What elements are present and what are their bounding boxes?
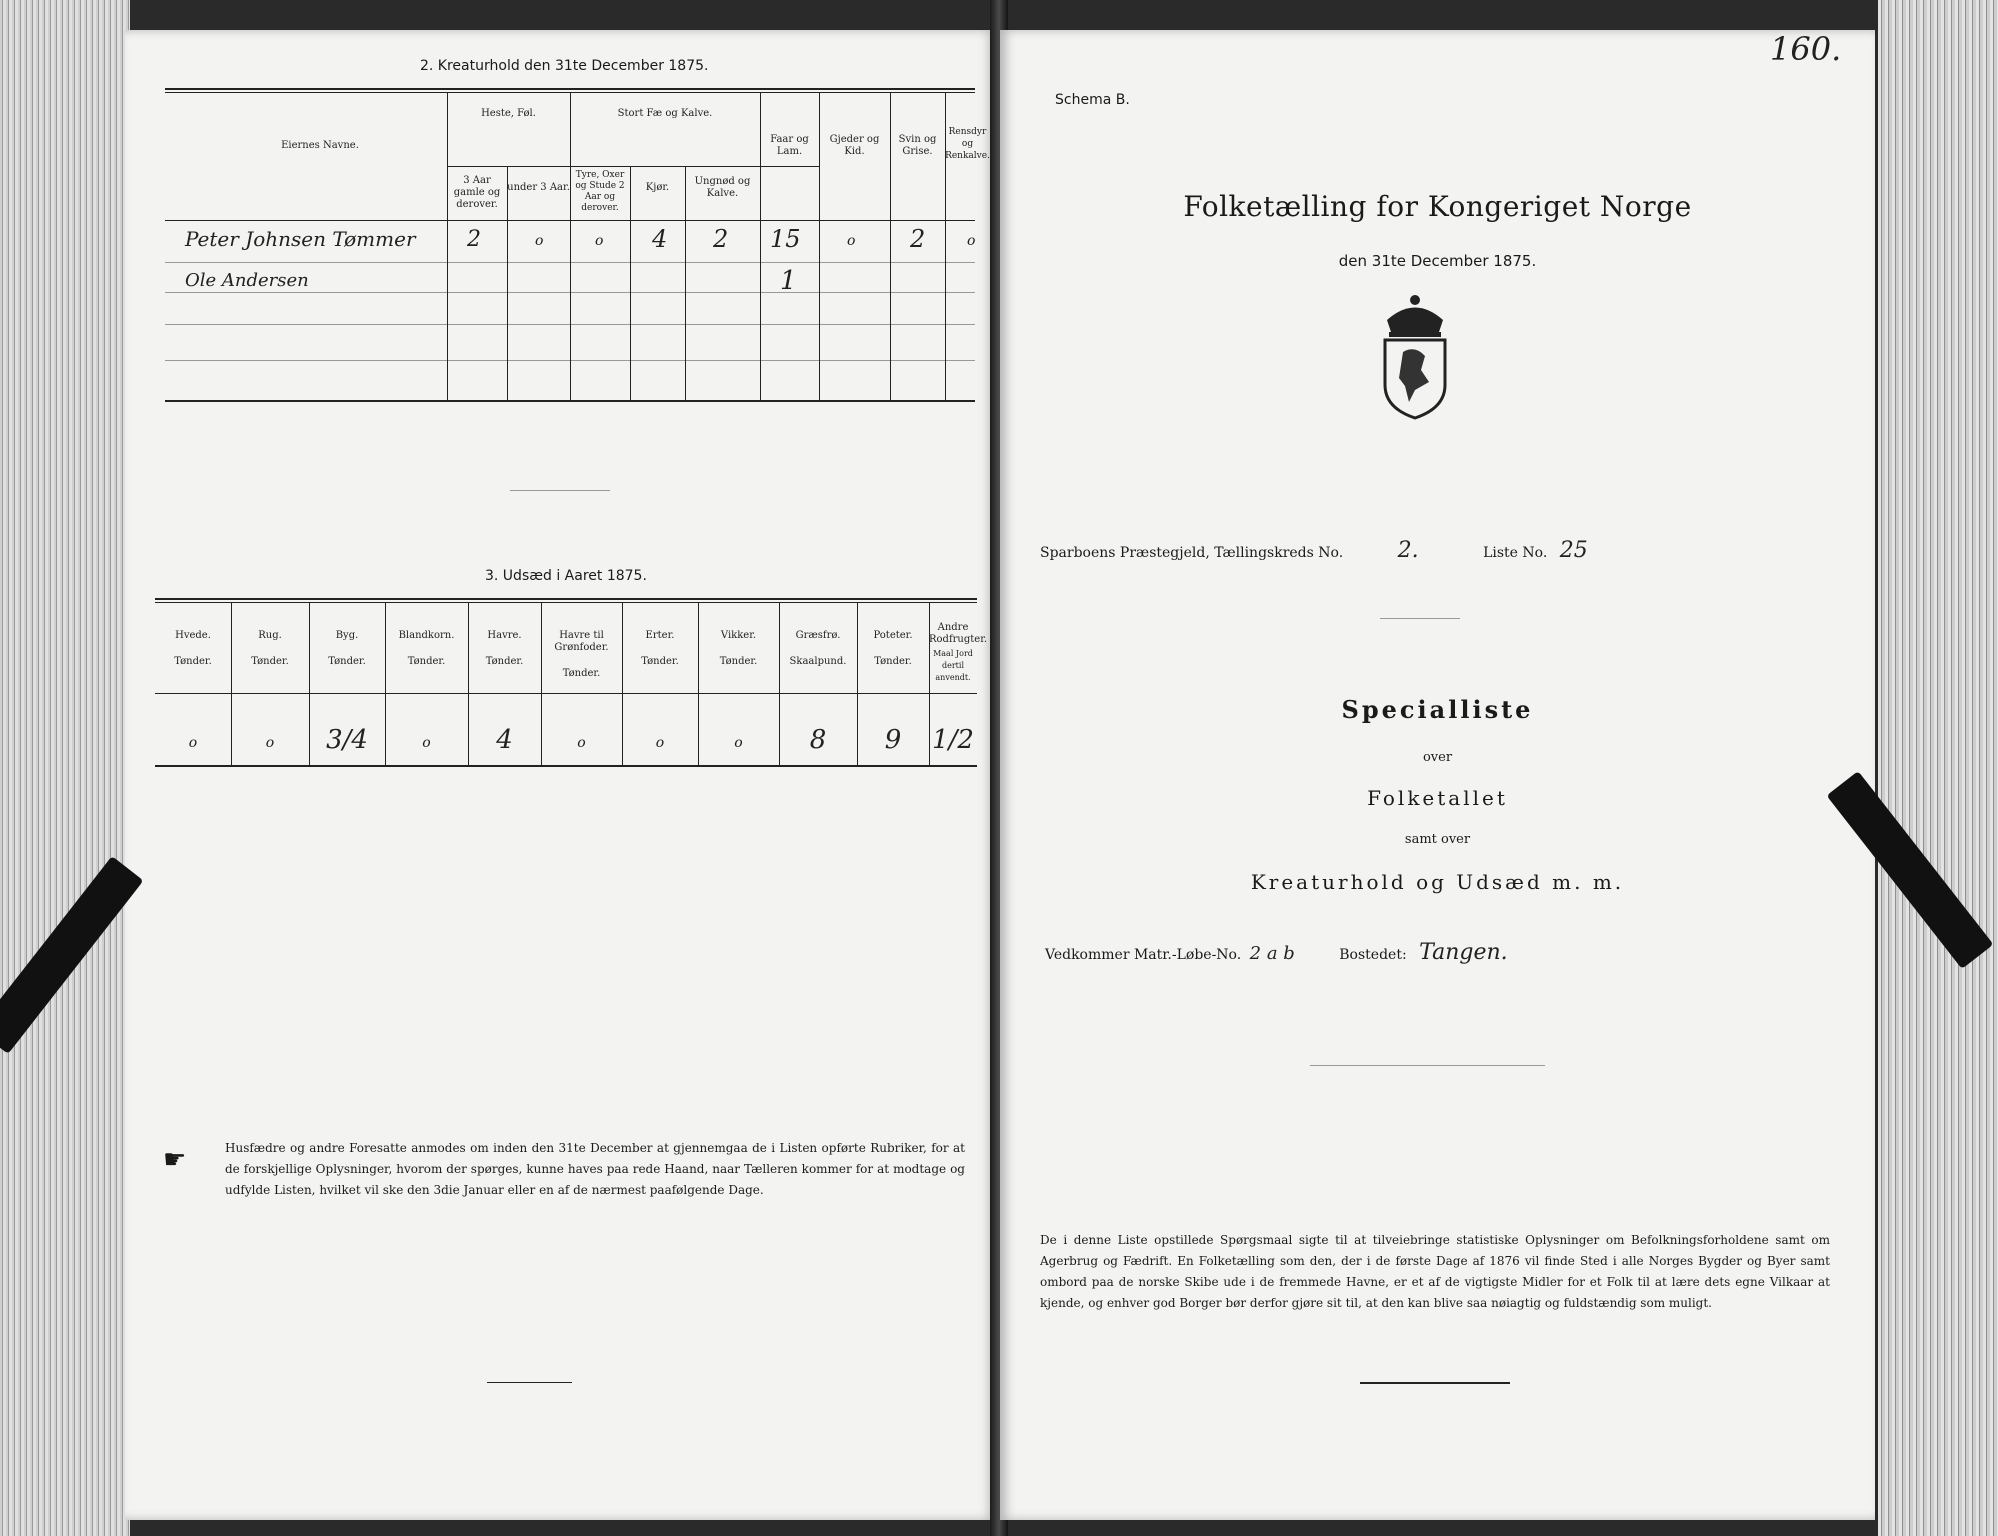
- udsaed-value-cell: 1/2: [932, 725, 974, 755]
- udsaed-header-cell: [929, 622, 988, 684]
- udsaed-header-unit: Tønder.: [485, 656, 524, 667]
- goats-header: Gjeder og Kid.: [829, 134, 880, 157]
- cattle-header: Stort Fæ og Kalve.: [617, 108, 713, 119]
- udsaed-header-cell: [698, 630, 779, 668]
- sheep-header: Faar og Lam.: [770, 134, 809, 157]
- udsaed-value-cell: 3/4: [326, 725, 368, 755]
- owner-header: Eiernes Navne.: [281, 140, 359, 151]
- udsaed-header-name: Byg.: [335, 630, 359, 641]
- udsaed-header-unit: Skaalpund.: [789, 656, 847, 667]
- table-cell: 2: [467, 227, 481, 252]
- bosted-value: Tangen.: [1419, 940, 1508, 965]
- left-page: [125, 30, 995, 1520]
- udsaed-header-cell: [857, 630, 929, 668]
- samt-over-label: samt over: [1404, 832, 1471, 847]
- over-label: over: [1422, 750, 1453, 765]
- table-cell: o: [847, 233, 856, 249]
- young-cattle-header: Ungnød og Kalve.: [694, 176, 751, 199]
- udsaed-header-name: Poteter.: [873, 630, 913, 641]
- udsaed-value-cell: 8: [809, 725, 827, 755]
- udsaed-value-cell: o: [734, 735, 743, 751]
- section3-title: 3. Udsæd i Aaret 1875.: [485, 568, 647, 584]
- table-cell: 15: [770, 225, 801, 253]
- specialliste-heading: Specialliste: [1341, 695, 1534, 724]
- udsaed-header-unit: Tønder.: [562, 668, 601, 679]
- table-row-owner: Ole Andersen: [185, 270, 309, 291]
- udsaed-header-unit: Tønder.: [407, 656, 446, 667]
- liste-no: 25: [1559, 538, 1588, 563]
- udsaed-header-name: Hvede.: [175, 630, 211, 641]
- right-page: [1000, 30, 1875, 1520]
- left-page-edges: [0, 0, 130, 1536]
- udsaed-header-name: Blandkorn.: [398, 630, 455, 641]
- udsaed-header-cell: [622, 630, 698, 668]
- udsaed-value-cell: o: [655, 735, 665, 751]
- page-title: Folketælling for Kongeriget Norge: [1183, 190, 1692, 223]
- section2-title: 2. Kreaturhold den 31te December 1875.: [420, 58, 709, 74]
- table-cell: o: [535, 233, 544, 249]
- udsaed-header-cell: [309, 630, 385, 668]
- udsaed-header-name: Havre til Grønfoder.: [554, 630, 609, 653]
- pointing-hand-icon: ☛: [163, 1145, 187, 1175]
- coat-of-arms-icon: [1375, 290, 1455, 420]
- udsaed-header-unit: Tønder.: [874, 656, 912, 667]
- udsaed-header-name: Erter.: [645, 630, 675, 641]
- udsaed-header-cell: [468, 630, 541, 668]
- udsaed-header-unit: Maal Jord dertil anvendt.: [933, 649, 973, 682]
- udsaed-header-cell: [385, 630, 468, 668]
- reindeer-header: Rensdyr og Renkalve.: [945, 127, 990, 161]
- census-date: den 31te December 1875.: [1338, 252, 1537, 270]
- horses-3plus-header: 3 Aar gamle og derover.: [453, 175, 501, 210]
- udsaed-header-unit: Tønder.: [251, 656, 289, 667]
- table-cell: o: [595, 233, 604, 249]
- matr-no: 2 a b: [1249, 943, 1295, 964]
- kreds-no: 2.: [1397, 538, 1419, 563]
- udsaed-value-cell: o: [577, 735, 586, 751]
- udsaed-header-cell: [541, 630, 622, 680]
- udsaed-header-unit: Tønder.: [719, 656, 758, 667]
- bulls-header: Tyre, Oxer og Stude 2 Aar og derover.: [575, 170, 625, 213]
- right-page-edges: [1878, 0, 1998, 1536]
- parish-line: Sparboens Præstegjeld, Tællingskreds No. 2. Liste No. 25: [1040, 538, 1588, 563]
- page-number: 160.: [1770, 30, 1842, 68]
- udsaed-value-cell: o: [265, 735, 275, 751]
- udsaed-value-cell: 4: [496, 725, 513, 755]
- table-row-owner: Peter Johnsen Tømmer: [185, 227, 416, 251]
- udsaed-header-name: Andre Rodfrugter.: [929, 622, 988, 645]
- udsaed-header-cell: [155, 630, 231, 668]
- folketallet-heading: Folketallet: [1367, 786, 1508, 810]
- horses-under3-header: under 3 Aar.: [507, 182, 570, 193]
- udsaed-header-unit: Tønder.: [328, 656, 366, 667]
- udsaed-header-name: Vikker.: [720, 630, 757, 641]
- table-cell: 2: [910, 225, 926, 253]
- udsaed-value-cell: o: [422, 735, 431, 751]
- udsaed-header-cell: [779, 630, 857, 668]
- udsaed-header-unit: Tønder.: [174, 656, 212, 667]
- udsaed-header-name: Græsfrø.: [795, 630, 841, 641]
- cows-header: Kjør.: [645, 182, 670, 193]
- horses-header: Heste, Føl.: [481, 108, 536, 119]
- udsaed-header-name: Rug.: [258, 630, 282, 641]
- census-statement: De i denne Liste opstillede Spørgsmaal sigte til at tilveiebringe statistiske Oplysninger om Befolkningsforholdene samt om Agerbrug og Fædrift. En Folketælling som den, der i de første Dage af 1876 vil finde Sted i alle Norges Bygder og Byer samt ombord paa de norske Skibe ude i de fremmede Havne, er et af de vigtigste Midler for et Folk til at lære dets egne Vilkaar at kjende, og enhver god Borger bør derfor gjøre sit til, at den kan blive saa nøiagtig og fuldstændig som muligt.: [1040, 1233, 1830, 1310]
- udsaed-value-cell: 9: [884, 725, 902, 755]
- matr-line: Vedkommer Matr.-Løbe-No. 2 a b Bostedet: Tangen.: [1045, 940, 1508, 965]
- instructions-notice: Husfædre og andre Foresatte anmodes om inden den 31te December at gjennemgaa de i Listen opførte Rubriker, for at de forskjellige Oplysninger, hvorom der spørges, kunne haves paa rede Haand, naar Tælleren kommer for at modtage og udfylde Listen, hvilket vil ske den 3die Januar eller en af de nærmest paafølgende Dage.: [225, 1141, 965, 1197]
- schema-label: Schema B.: [1055, 92, 1130, 108]
- table-cell: 1: [780, 266, 797, 296]
- table-cell: 4: [652, 225, 668, 253]
- udsaed-header-name: Havre.: [487, 630, 522, 641]
- udsaed-header-cell: [231, 630, 309, 668]
- table-cell: o: [967, 233, 976, 249]
- udsaed-value-cell: o: [188, 735, 198, 751]
- table-cell: 2: [713, 225, 729, 253]
- udsaed-header-unit: Tønder.: [641, 656, 679, 667]
- pigs-header: Svin og Grise.: [898, 134, 937, 157]
- kreaturhold-heading: Kreaturhold og Udsæd m. m.: [1250, 870, 1625, 894]
